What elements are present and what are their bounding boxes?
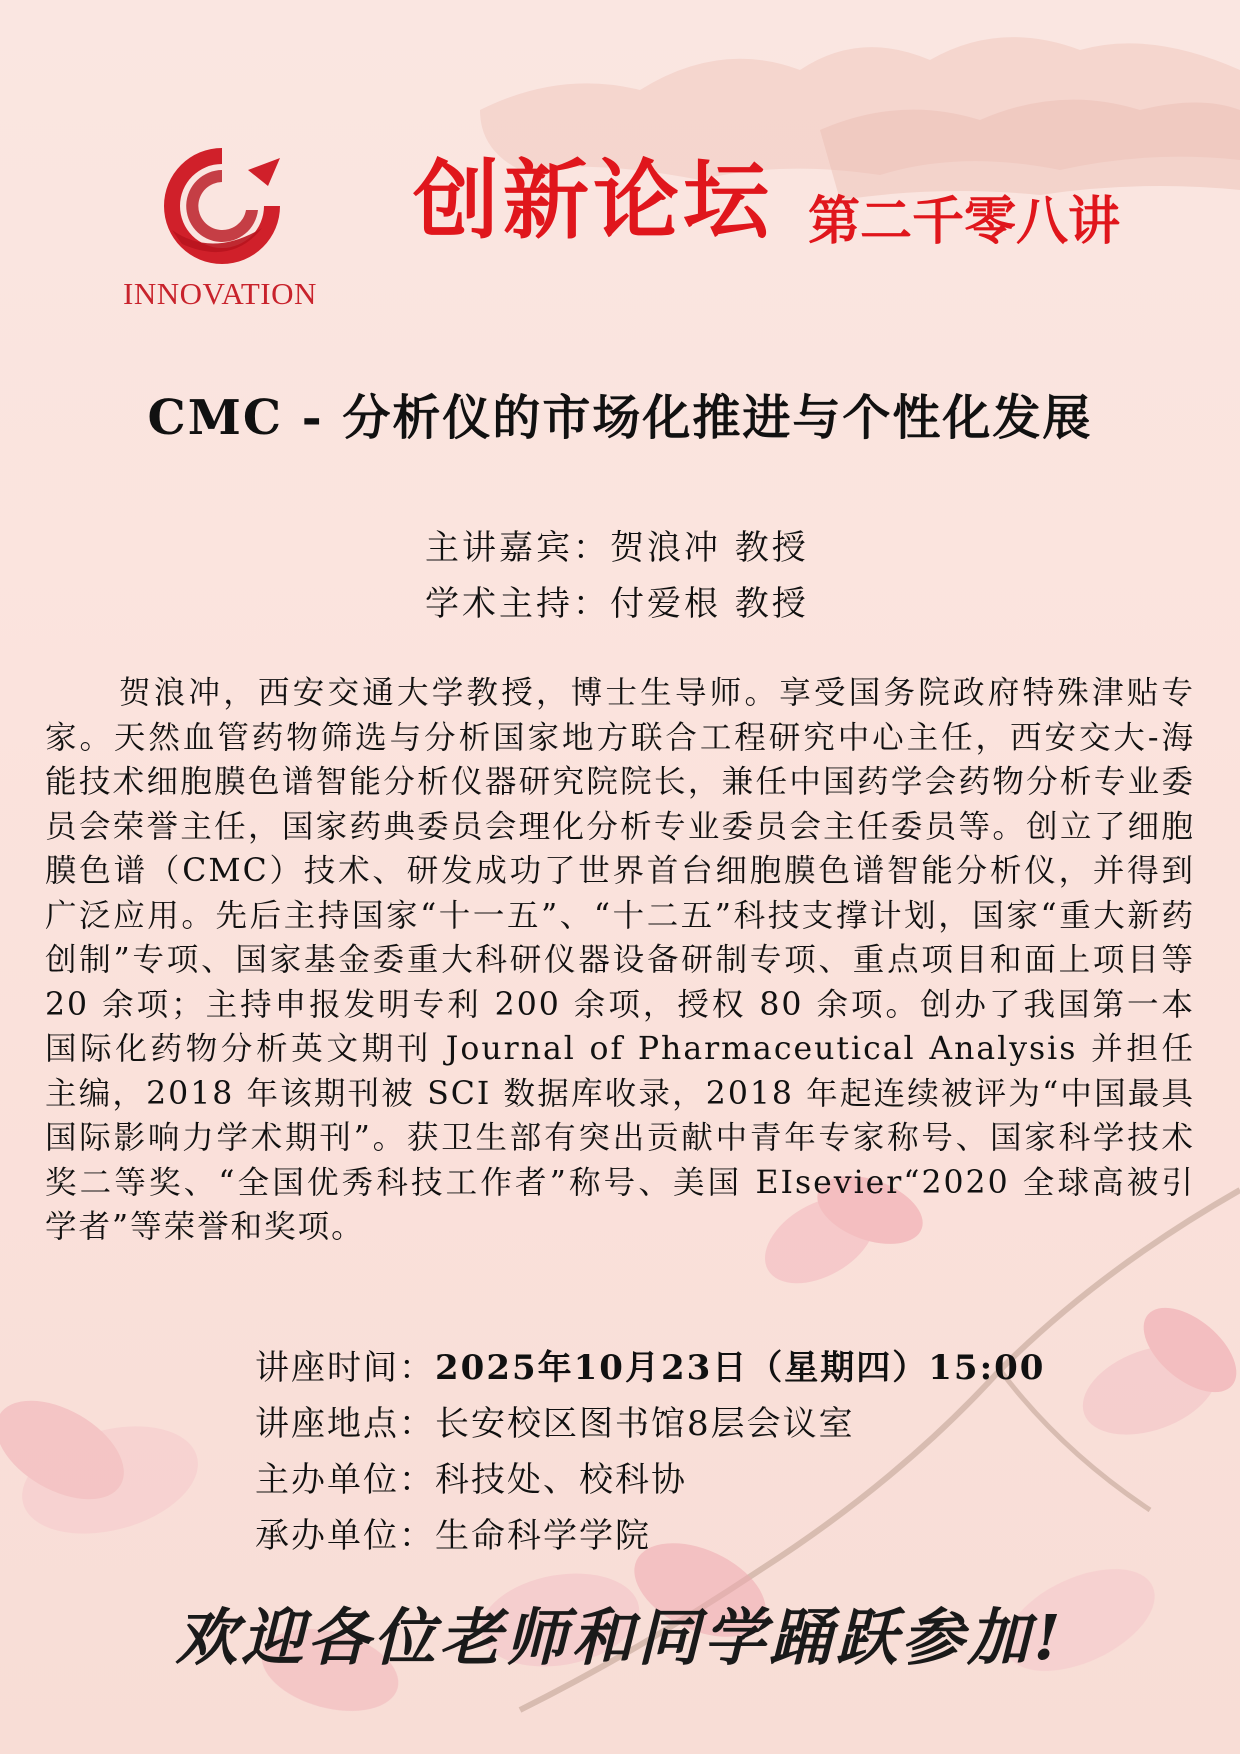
event-info xyxy=(255,1340,1045,1564)
lecture-time-value: 2025年10月23日（星期四）15:00 xyxy=(435,1348,1046,1388)
forum-title: 创新论坛 xyxy=(413,151,773,251)
lecture-place-label: 讲座地点： xyxy=(255,1404,435,1444)
welcome-message: 欢迎各位老师和同学踊跃参加! xyxy=(175,1601,1065,1674)
keynote-speaker: 主讲嘉宾：贺浪冲 教授 xyxy=(425,528,809,568)
host-unit-label: 承办单位： xyxy=(255,1516,435,1556)
innovation-logo xyxy=(115,140,345,320)
lecture-number: 第二千零八讲 xyxy=(808,192,1121,252)
lecture-place-row xyxy=(255,1396,1045,1452)
host-unit-value: 生命科学学院 xyxy=(435,1516,651,1556)
logo-text: INNOVATION xyxy=(123,276,317,311)
lecture-time-label: 讲座时间： xyxy=(255,1348,435,1388)
organizer-label: 主办单位： xyxy=(255,1460,435,1500)
host-unit-row xyxy=(255,1508,1045,1564)
organizer-value: 科技处、校科协 xyxy=(435,1460,687,1500)
lecture-place-value: 长安校区图书馆8层会议室 xyxy=(435,1404,855,1444)
speakers-block xyxy=(425,520,809,632)
lecture-time-row xyxy=(255,1340,1045,1396)
academic-host: 学术主持：付爱根 教授 xyxy=(425,584,809,624)
swirl-logo-icon xyxy=(152,140,292,270)
speaker-biography: 贺浪冲，西安交通大学教授，博士生导师。享受国务院政府特殊津贴专家。天然血管药物筛选与分析国家地方联合工程研究中心主任，西安交大-海能技术细胞膜色谱智能分析仪器研究院院长，兼任中国药学会药物分析专业委员会荣誉主任，国家药典委员会理化分析专业委员会主任委员等。创立了细胞膜色谱（CMC）技术、研发成功了世界首台细胞膜色谱智能分析仪，并得到广泛应用。先后主持国家“十一五”、“十二五”科技支撑计划，国家“重大新药创制”专项、国家基金委重大科研仪器设备研制专项、重点项目和面上项目等 20 余项；主持申报发明专利 200 余项，授权 80 余项。创办了我国第一本国际化药物分析英文期刊 Journal of Pharmaceutical Analysis 并担任主编，2018 年该期刊被 SCI 数据库收录，2018 年起连续被评为“中国最具国际影响力学术期刊”。获卫生部有突出贡献中青年专家称号、国家科学技术奖二等奖、“全国优秀科技工作者”称号、美国 EIsevier“2020 全球高被引学者”等荣誉和奖项。 xyxy=(45,675,1195,1245)
lecture-title: CMC - 分析仪的市场化推进与个性化发展 xyxy=(147,390,1093,446)
organizer-row xyxy=(255,1452,1045,1508)
